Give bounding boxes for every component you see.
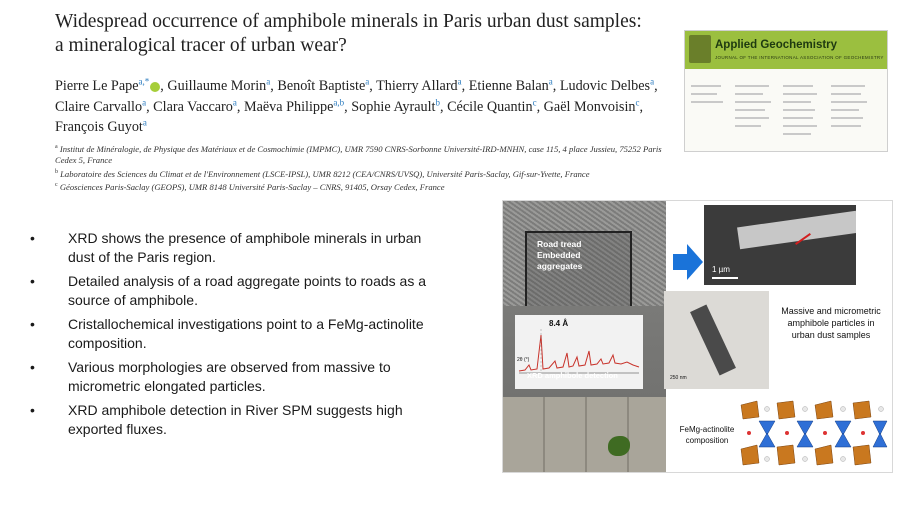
author-name: Guillaume Morin <box>167 78 267 94</box>
sem-scale-bar <box>712 277 738 279</box>
author-name: Maëva Philippe <box>243 98 334 115</box>
author-name: Pierre Le Pape <box>55 78 139 94</box>
affiliation-text: Institut de Minéralogie, de Physique des Matériaux et de Cosmochimie (IMPMC), UMR 7590 CNRS-Sorbonne Université-IRD-MNHN, case 115, 4 place Jussieu, 75252 Paris Cedex 5, France <box>55 143 662 166</box>
affiliation-item <box>55 167 685 180</box>
paper-title <box>55 10 675 58</box>
author-affiliation-marker: a <box>266 76 271 87</box>
author-affiliation-marker: a <box>457 76 462 87</box>
tem-particle <box>690 304 736 375</box>
author-name: Etienne Balan <box>468 78 549 94</box>
journal-cover <box>684 30 888 152</box>
author-affiliation-marker: a <box>142 96 147 107</box>
sem-image <box>704 205 856 285</box>
xrd-caption: XRD amphibole detection <box>527 371 618 380</box>
author-name: Gaël Monvoisin <box>543 98 636 115</box>
author-affiliation-marker: a <box>650 76 655 87</box>
sem-scale-label: 1 µm <box>712 265 730 274</box>
author-affiliation-marker: c <box>635 96 640 107</box>
author-affiliation-marker: b <box>435 96 440 107</box>
road-label: Road tread Embedded aggregates <box>537 239 583 271</box>
author-name: Clara Vaccaro <box>153 98 233 115</box>
journal-subtitle: JOURNAL OF THE INTERNATIONAL ASSOCIATION OF GEOCHEMISTRY <box>715 55 884 60</box>
curb-stones <box>503 397 666 472</box>
journal-cover-contents-icon <box>691 81 881 145</box>
author-affiliation-marker: a,* <box>138 76 150 87</box>
bullet-icon: • <box>30 359 35 375</box>
author-name: François Guyot <box>55 119 143 135</box>
bullet-icon: • <box>30 316 35 332</box>
particles-caption: Massive and micrometric amphibole particles in urban dust samples <box>781 306 881 340</box>
affiliation-list <box>55 142 685 194</box>
tem-image <box>664 291 769 389</box>
author-name: Sophie Ayrault <box>351 98 436 115</box>
highlight-text: Cristallochemical investigations point to a FeMg-actinolite composition. <box>68 316 424 351</box>
elsevier-logo-icon <box>689 35 711 63</box>
road-photo <box>503 201 666 472</box>
author-name: Benoît Baptiste <box>277 78 366 94</box>
highlight-item <box>30 272 450 310</box>
author-affiliation-marker: c <box>532 96 537 107</box>
xrd-axis-label: 2θ (°) <box>517 357 530 363</box>
author-name: Thierry Allard <box>376 78 458 94</box>
affiliation-item <box>55 180 685 193</box>
highlight-text: XRD shows the presence of amphibole minerals in urban dust of the Paris region. <box>68 230 422 265</box>
affiliation-marker: b <box>55 168 58 175</box>
author-affiliation-marker: a <box>548 76 553 87</box>
bullet-icon: • <box>30 273 35 289</box>
affiliation-item <box>55 142 685 167</box>
paper-title-line-2: a mineralogical tracer of urban wear? <box>55 35 347 56</box>
arrow-right-icon <box>673 244 703 280</box>
highlight-text: Various morphologies are observed from massive to micrometric elongated particles. <box>68 359 391 394</box>
author-name: Ludovic Delbes <box>559 78 651 94</box>
journal-title: Applied Geochemistry <box>715 39 838 51</box>
highlight-item <box>30 315 450 353</box>
highlights-list <box>30 229 450 444</box>
author-affiliation-marker: a <box>365 76 370 87</box>
affiliation-text: Géosciences Paris-Saclay (GEOPS), UMR 8148 Université Paris-Saclay – CNRS, 91405, Orsay Cedex, France <box>59 182 445 193</box>
highlight-item <box>30 229 450 267</box>
affiliation-marker: c <box>55 182 58 189</box>
paper-title-line-1: Widespread occurrence of amphibole minerals in Paris urban dust samples: <box>55 11 642 32</box>
highlight-item <box>30 401 450 439</box>
weed-icon <box>608 436 630 456</box>
bullet-icon: • <box>30 402 35 418</box>
composition-caption: FeMg-actinolite composition <box>679 425 735 445</box>
orcid-icon[interactable] <box>150 82 160 92</box>
highlight-text: Detailed analysis of a road aggregate points to roads as a source of amphibole. <box>68 273 427 308</box>
author-list: Pierre Le Pape$^{a,*}$ , Guillaume Morin$^a$, Benoît Baptiste$^a$, Thierry Allard$^a$, Etienne Balan$^a$, Ludovic Delbes$^a$, Claire Carvallo$^a$, Clara Vaccaro$^a$, Maëva Philippe$^{a,b}$, Sophie Ayrault$^b$, Cécile Quantin$^c$, Gaël Monvoisin$^c$, François Guyot$^a$ <box>55 76 658 135</box>
highlight-text: XRD amphibole detection in River SPM suggests high exported fluxes. <box>68 402 403 437</box>
affiliation-marker: a <box>55 144 58 150</box>
highlight-item <box>30 358 450 396</box>
author-affiliation-marker: a <box>142 117 147 128</box>
author-affiliation-marker: a,b <box>333 96 345 107</box>
crystal-structure-icon <box>737 399 889 469</box>
author-name: Cécile Quantin <box>447 98 533 115</box>
xrd-peak-label: 8.4 Å <box>549 319 569 328</box>
author-name: Claire Carvallo <box>55 98 143 115</box>
graphical-abstract <box>502 200 893 473</box>
tem-scale-label: 250 nm <box>670 375 687 381</box>
affiliation-text: Laboratoire des Sciences du Climat et de l'Environnement (LSCE-IPSL), UMR 8212 (CEA/CNRS/UVSQ), Université Paris-Saclay, Gif-sur-Yvette, France <box>60 168 590 179</box>
author-affiliation-marker: a <box>232 96 237 107</box>
bullet-icon: • <box>30 230 35 246</box>
